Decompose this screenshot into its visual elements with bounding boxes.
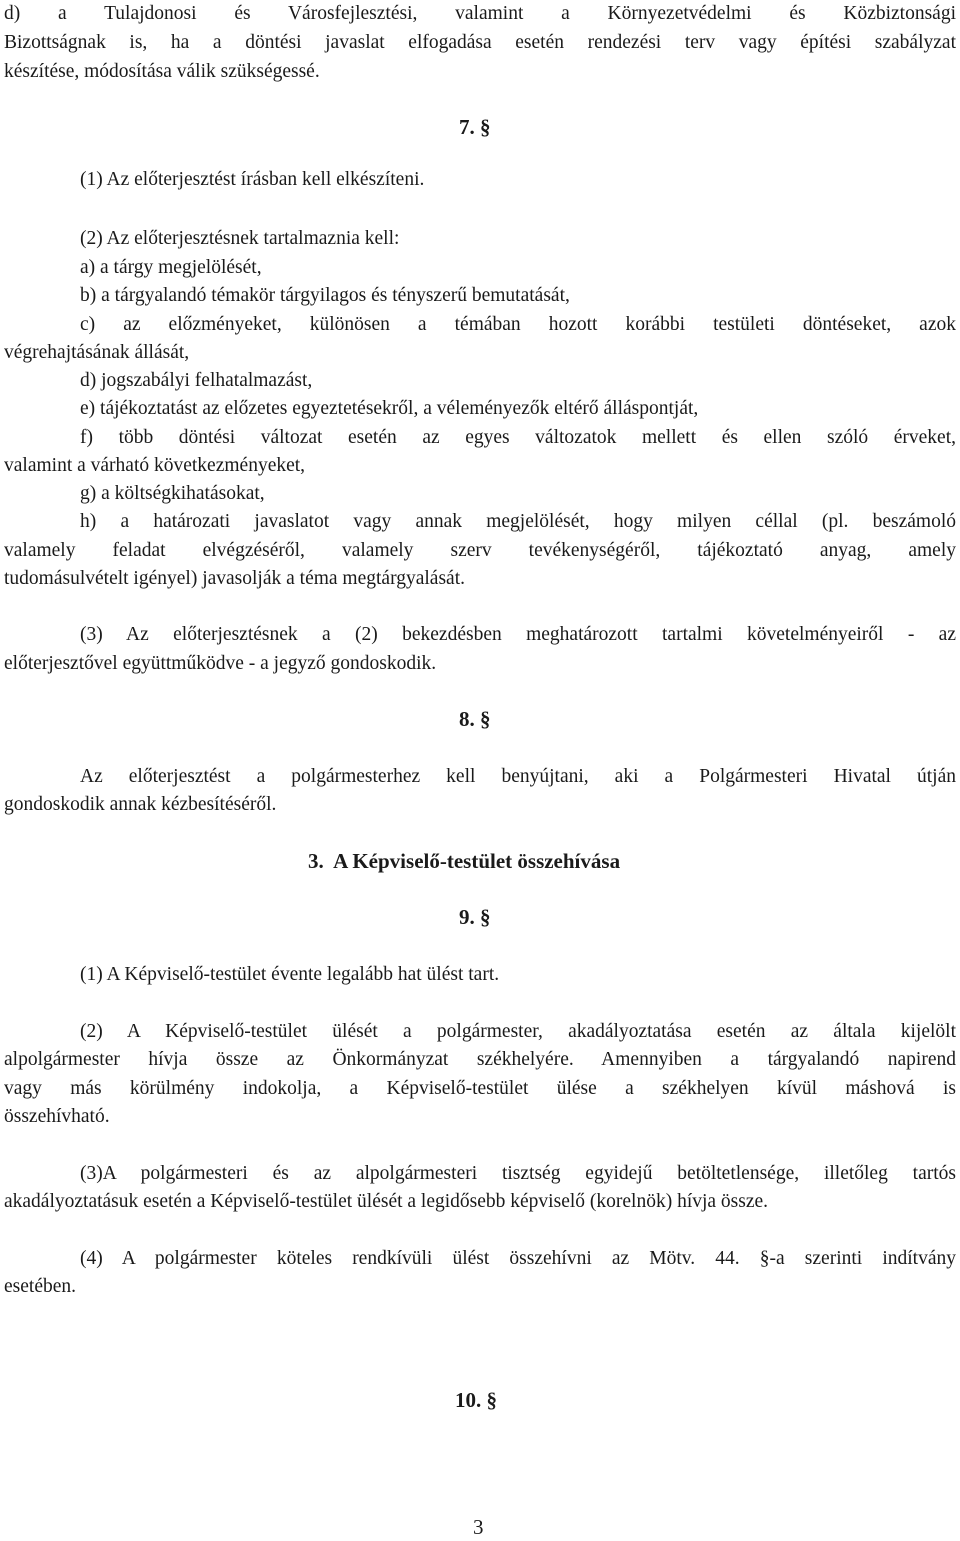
paragraph-line: (1) A Képviselő-testület évente legalább hat ülést tart. bbox=[80, 964, 500, 985]
list-item: a) a tárgy megjelölését, bbox=[80, 257, 262, 278]
paragraph-line: alpolgármester hívja össze az Önkormányzat székhelyére. Amennyiben a tárgyalandó napirend bbox=[4, 1049, 956, 1070]
list-item: c) az előzményeket, különösen a témában hozott korábbi testületi döntéseket, azok bbox=[80, 314, 956, 335]
list-item-continuation: valamely feladat elvégzéséről, valamely szerv tevékenységéről, tájékoztató anyag, amely bbox=[4, 540, 956, 561]
list-item: g) a költségkihatásokat, bbox=[80, 483, 265, 504]
paragraph-line: készítése, módosítása válik szükségessé. bbox=[4, 61, 320, 82]
paragraph-line: d) a Tulajdonosi és Városfejlesztési, valamint a Környezetvédelmi és Közbiztonsági bbox=[4, 3, 956, 24]
list-item-continuation: valamint a várható következményeket, bbox=[4, 455, 306, 476]
list-item: h) a határozati javaslatot vagy annak megjelölését, hogy milyen céllal (pl. beszámoló bbox=[80, 511, 956, 532]
paragraph-line: Bizottságnak is, ha a döntési javaslat elfogadása esetén rendezési terv vagy építési szabályzat bbox=[4, 32, 956, 53]
list-item: e) tájékoztatást az előzetes egyeztetésekről, a véleményezők eltérő álláspontját, bbox=[80, 398, 699, 419]
paragraph-line: (1) Az előterjesztést írásban kell elkészíteni. bbox=[80, 169, 425, 190]
paragraph-line: (3)A polgármesteri és az alpolgármesteri tisztség egyidejű betöltetlensége, illetőleg tartós bbox=[80, 1163, 956, 1184]
chapter-heading: 3. A Képviselő-testület összehívása bbox=[308, 849, 621, 873]
paragraph-line: esetében. bbox=[4, 1276, 77, 1297]
paragraph-line: előterjesztővel együttműködve - a jegyző gondoskodik. bbox=[4, 653, 437, 674]
paragraph-line: Az előterjesztést a polgármesterhez kell benyújtani, aki a Polgármesteri Hivatal útján bbox=[80, 766, 956, 787]
section-heading-7: 7. § bbox=[459, 115, 491, 139]
list-item: b) a tárgyalandó témakör tárgyilagos és tényszerű bemutatását, bbox=[80, 285, 570, 306]
paragraph-line: összehívható. bbox=[4, 1106, 110, 1127]
paragraph-line: gondoskodik annak kézbesítéséről. bbox=[4, 794, 277, 815]
list-item-continuation: végrehajtásának állását, bbox=[4, 342, 190, 363]
page-number: 3 bbox=[473, 1515, 484, 1539]
list-item: f) több döntési változat esetén az egyes változatok mellett és ellen szóló érveket, bbox=[80, 427, 956, 448]
paragraph-line: (4) A polgármester köteles rendkívüli ülést összehívni az Mötv. 44. §-a szerinti indítvány bbox=[80, 1248, 956, 1269]
paragraph-line: vagy más körülmény indokolja, a Képviselő-testület ülése a székhelyen kívül máshová is bbox=[4, 1078, 956, 1099]
section-heading-9: 9. § bbox=[459, 905, 491, 929]
section-heading-8: 8. § bbox=[459, 707, 491, 731]
paragraph-line: (3) Az előterjesztésnek a (2) bekezdésben meghatározott tartalmi követelményeiről - az bbox=[80, 624, 956, 645]
list-item: d) jogszabályi felhatalmazást, bbox=[80, 370, 313, 391]
list-item-continuation: tudomásulvételt igényel) javasolják a téma megtárgyalását. bbox=[4, 568, 465, 589]
paragraph-line: (2) A Képviselő-testület ülését a polgármester, akadályoztatása esetén az általa kijelölt bbox=[80, 1021, 956, 1042]
paragraph-line: (2) Az előterjesztésnek tartalmaznia kell: bbox=[80, 228, 400, 249]
paragraph-line: akadályoztatásuk esetén a Képviselő-testület ülését a legidősebb képviselő (korelnök) hívja össze. bbox=[4, 1191, 769, 1212]
section-heading-10: 10. § bbox=[455, 1388, 497, 1412]
